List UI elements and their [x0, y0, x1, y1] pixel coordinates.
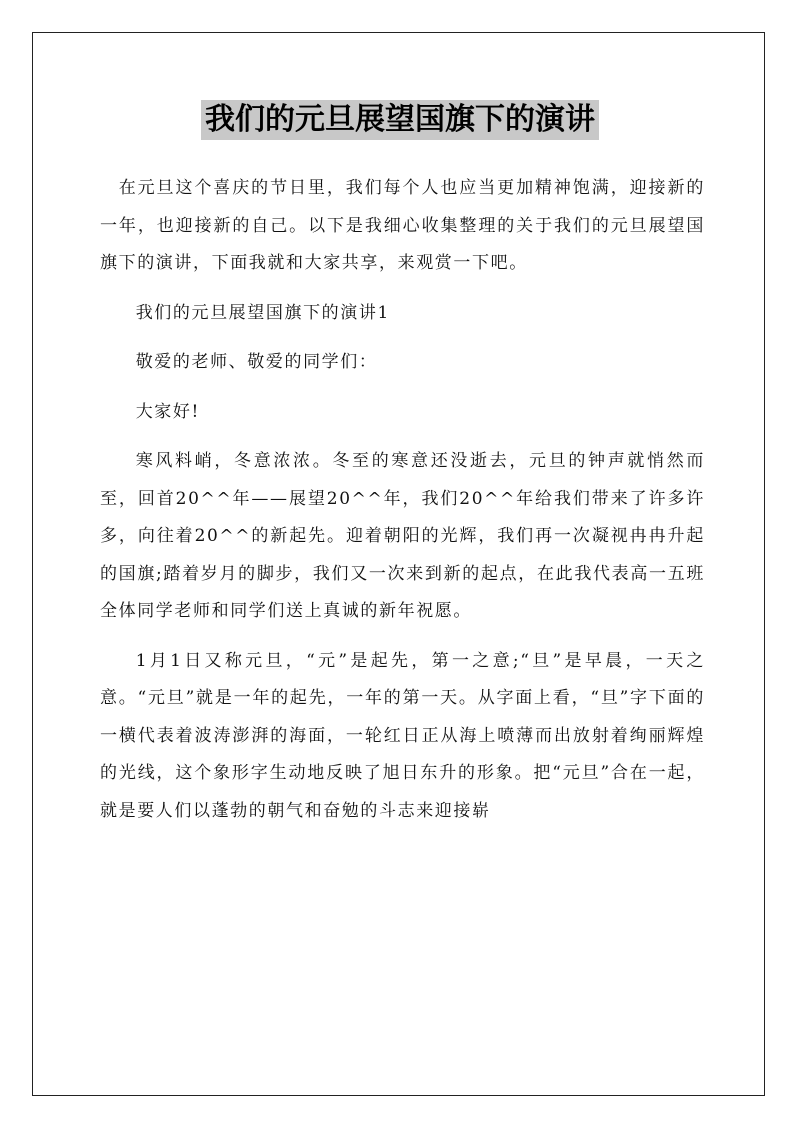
title-wrapper [0, 100, 800, 140]
document-body [100, 170, 705, 842]
document-title: 我们的元旦展望国旗下的演讲 [201, 100, 599, 140]
body-paragraph: 寒风料峭，冬意浓浓。冬至的寒意还没逝去，元旦的钟声就悄然而至，回首20^^年——展望20^^年，我们20^^年给我们带来了许多许多，向往着20^^的新起先。迎着朝阳的光辉，我们再一次凝视冉冉升起的国旗;踏着岁月的脚步，我们又一次来到新的起点，在此我代表高一五班全体同学老师和同学们送上真诚的新年祝愿。 [100, 451, 705, 621]
greeting: 大家好! [135, 401, 200, 422]
speech-heading: 我们的元旦展望国旗下的演讲1 [135, 302, 390, 323]
salutation: 敬爱的老师、敬爱的同学们： [135, 352, 378, 372]
body-paragraph: 1月1日又称元旦，“元”是起先，第一之意;“旦”是早晨，一天之意。“元旦”就是一年的起先，一年的第一天。从字面上看，“旦”字下面的一横代表着波涛澎湃的海面，一轮红日正从海上喷薄而出放射着绚丽辉煌的光线，这个象形字生动地反映了旭日东升的形象。把“元旦”合在一起，就是要人们以蓬勃的朝气和奋勉的斗志来迎接崭 [100, 650, 705, 821]
intro-paragraph: 在元旦这个喜庆的节日里，我们每个人也应当更加精神饱满，迎接新的一年，也迎接新的自己。以下是我细心收集整理的关于我们的元旦展望国旗下的演讲，下面我就和大家共享，来观赏一下吧。 [100, 178, 705, 273]
